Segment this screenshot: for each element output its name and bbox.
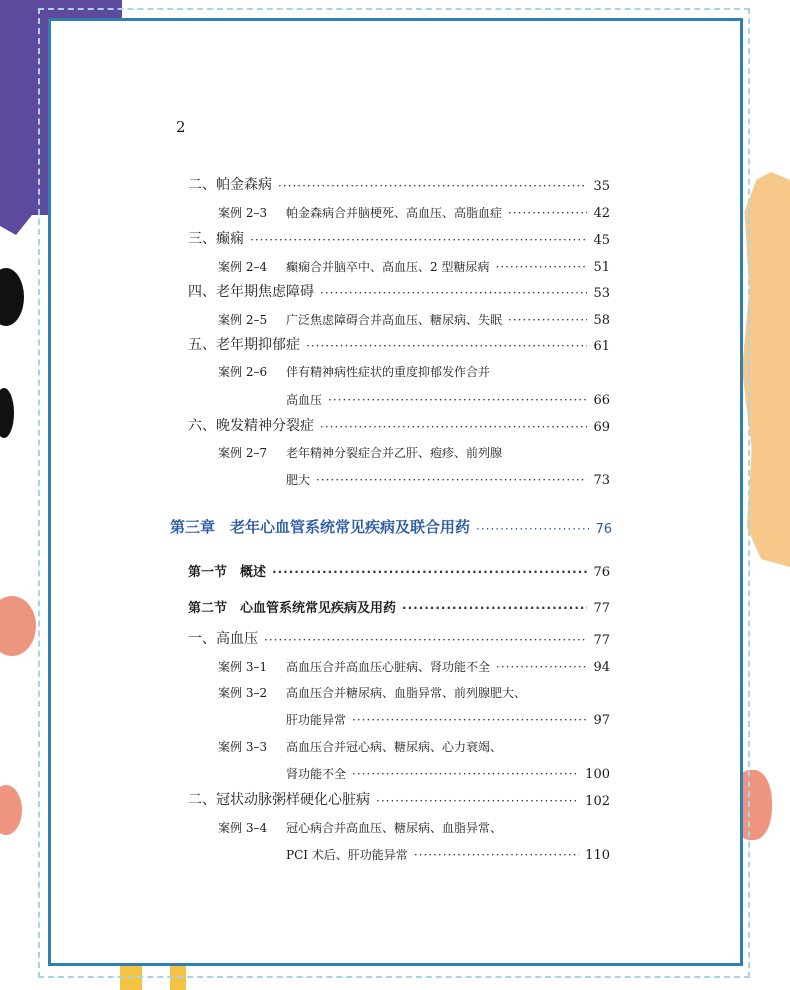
toc-chapter-entry[interactable] xyxy=(170,515,612,537)
toc-title: 癫痫合并脑卒中、高血压、2 型糖尿病 xyxy=(286,260,490,274)
case-label: 案例 3–4 xyxy=(218,821,268,835)
leader-dots xyxy=(376,793,579,809)
salmon-paint-dot xyxy=(0,785,22,835)
toc-title: 广泛焦虑障碍合并高血压、糖尿病、失眠 xyxy=(286,313,503,327)
toc-page: 77 xyxy=(593,633,610,648)
toc-case-entry[interactable] xyxy=(218,358,490,380)
toc-page: 77 xyxy=(593,601,610,616)
chapter-title: 第三章 老年心血管系统常见疾病及联合用药 xyxy=(170,518,471,536)
toc-entry[interactable] xyxy=(188,226,610,248)
toc-title: 老年精神分裂症合并乙肝、疱疹、前列腺 xyxy=(286,446,503,460)
leader-dots xyxy=(496,659,587,675)
toc-entry[interactable] xyxy=(188,787,610,809)
toc-page: 51 xyxy=(593,260,610,275)
toc-case-entry[interactable] xyxy=(218,199,610,221)
toc-page: 73 xyxy=(593,473,610,488)
toc-case-entry[interactable] xyxy=(218,253,610,275)
toc-case-entry[interactable] xyxy=(218,733,502,755)
case-label: 案例 2–3 xyxy=(218,206,268,220)
toc-title: 高血压合并冠心病、糖尿病、心力衰竭、 xyxy=(286,740,503,754)
toc-page: 110 xyxy=(585,848,610,863)
toc-section-entry[interactable] xyxy=(188,558,610,580)
toc-page: 76 xyxy=(593,565,610,580)
leader-dots xyxy=(272,564,587,580)
toc-page: 42 xyxy=(593,206,610,221)
leader-dots xyxy=(316,472,587,488)
toc-title-continued: 肾功能不全 xyxy=(286,767,347,781)
leader-dots xyxy=(352,766,579,782)
toc-title: 高血压合并糖尿病、血脂异常、前列腺肥大、 xyxy=(286,686,527,700)
leader-dots xyxy=(414,847,579,863)
case-label: 案例 3–3 xyxy=(218,740,268,754)
toc-case-continuation[interactable] xyxy=(286,706,610,728)
toc-title: 一、高血压 xyxy=(188,631,258,647)
toc-entry[interactable] xyxy=(188,279,610,301)
toc-case-entry[interactable] xyxy=(218,439,502,461)
case-label: 案例 3–2 xyxy=(218,686,268,700)
toc-case-continuation[interactable] xyxy=(286,760,610,782)
toc-title: 帕金森病合并脑梗死、高血压、高脂血症 xyxy=(286,206,503,220)
case-label: 案例 2–4 xyxy=(218,260,268,274)
toc-case-entry[interactable] xyxy=(218,814,502,836)
toc-case-continuation[interactable] xyxy=(286,386,610,408)
toc-title: 五、老年期抑郁症 xyxy=(188,337,300,353)
leader-dots xyxy=(250,232,587,248)
toc-page: 100 xyxy=(585,767,610,782)
toc-page: 45 xyxy=(593,233,610,248)
leader-dots xyxy=(352,712,587,728)
leader-dots xyxy=(402,600,587,616)
toc-title-continued: 肝功能异常 xyxy=(286,713,347,727)
toc-case-entry[interactable] xyxy=(218,679,526,701)
toc-title-continued: 肥大 xyxy=(286,473,311,487)
toc-title: 三、癫痫 xyxy=(188,231,244,247)
salmon-paint-dot xyxy=(0,596,36,656)
leader-dots xyxy=(320,285,587,301)
leader-dots xyxy=(328,392,587,408)
case-label: 案例 2–7 xyxy=(218,446,268,460)
leader-dots xyxy=(278,178,587,194)
toc-page: 58 xyxy=(593,313,610,328)
toc-section-entry[interactable] xyxy=(188,594,610,616)
toc-entry[interactable] xyxy=(188,413,610,435)
leader-dots xyxy=(508,312,587,328)
toc-page: 66 xyxy=(593,393,610,408)
toc-title-continued: PCI 术后、肝功能异常 xyxy=(286,848,408,862)
leader-dots xyxy=(495,259,587,275)
toc-page: 76 xyxy=(595,522,612,537)
toc-case-continuation[interactable] xyxy=(286,841,610,863)
toc-title: 冠心病合并高血压、糖尿病、血脂异常、 xyxy=(286,821,503,835)
toc-page: 94 xyxy=(593,660,610,675)
toc-entry[interactable] xyxy=(188,172,610,194)
leader-dots xyxy=(476,521,589,537)
toc-title: 六、晚发精神分裂症 xyxy=(188,418,314,434)
toc-title: 二、冠状动脉粥样硬化心脏病 xyxy=(188,792,370,808)
toc-page: 61 xyxy=(593,339,610,354)
page-number: 2 xyxy=(176,118,186,136)
black-paint-dot xyxy=(0,388,14,438)
toc-title: 高血压合并高血压心脏病、肾功能不全 xyxy=(286,660,491,674)
toc-case-entry[interactable] xyxy=(218,306,610,328)
toc-title-continued: 高血压 xyxy=(286,393,323,407)
case-label: 案例 2–6 xyxy=(218,365,268,379)
toc-page: 53 xyxy=(593,286,610,301)
section-title: 第一节 概述 xyxy=(188,565,267,580)
purple-paint-decoration xyxy=(0,205,40,235)
leader-dots xyxy=(508,205,587,221)
black-paint-dot xyxy=(0,268,24,326)
toc-title: 二、帕金森病 xyxy=(188,177,272,193)
leader-dots xyxy=(264,632,587,648)
toc-page: 97 xyxy=(593,713,610,728)
case-label: 案例 2–5 xyxy=(218,313,268,327)
toc-title: 四、老年期焦虑障碍 xyxy=(188,284,314,300)
leader-dots xyxy=(306,338,587,354)
toc-case-continuation[interactable] xyxy=(286,466,610,488)
toc-page: 102 xyxy=(585,794,610,809)
toc-entry[interactable] xyxy=(188,626,610,648)
toc-page: 69 xyxy=(593,420,610,435)
section-title: 第二节 心血管系统常见疾病及用药 xyxy=(188,601,397,616)
toc-title: 伴有精神病性症状的重度抑郁发作合并 xyxy=(286,365,491,379)
case-label: 案例 3–1 xyxy=(218,660,268,674)
toc-page: 35 xyxy=(593,179,610,194)
toc-case-entry[interactable] xyxy=(218,653,610,675)
toc-entry[interactable] xyxy=(188,332,610,354)
leader-dots xyxy=(320,419,587,435)
